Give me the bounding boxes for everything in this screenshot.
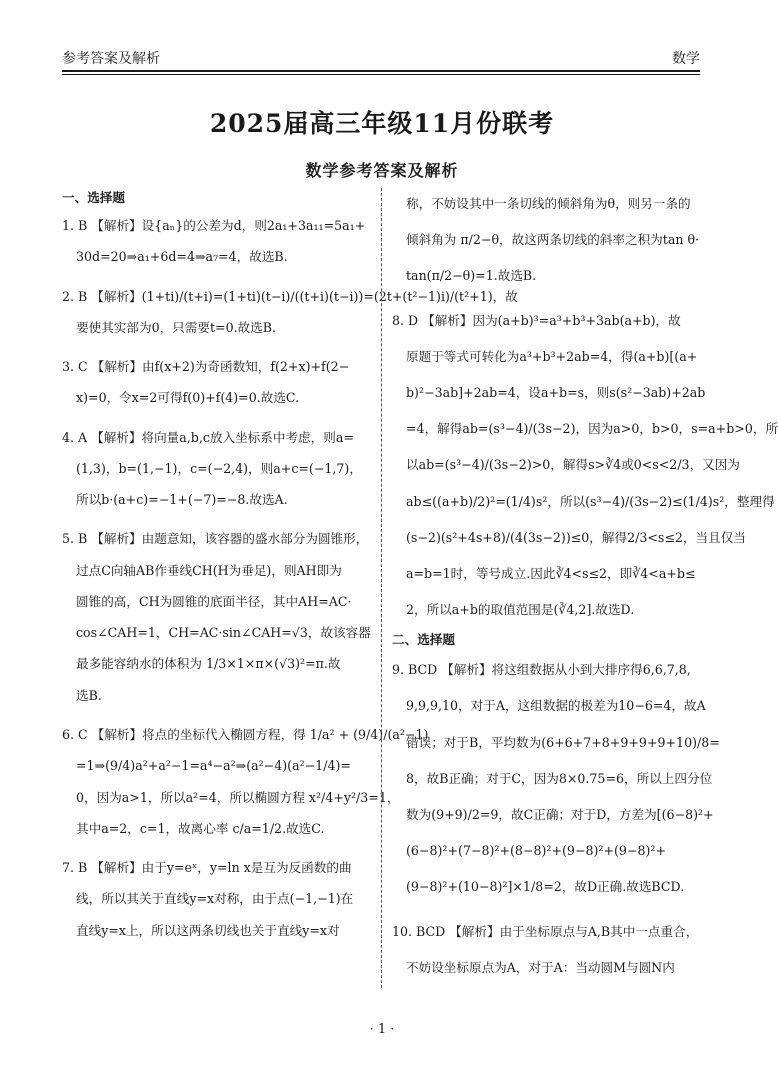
header-right: 数学	[672, 51, 700, 67]
text-line: 不妨设坐标原点为A，对于A：当动圆M与圆N内	[406, 959, 675, 975]
page-subtitle: 数学参考答案及解析	[305, 161, 459, 180]
text-line: 30d=20⇒a₁+6d=4⇒a₇=4，故选B.	[76, 249, 288, 265]
text-line: 所以b·(a+c)=−1+(−7)=−8.故选A.	[76, 492, 288, 508]
text-line: 9,9,9,10，对于A，这组数据的极差为10−6=4，故A	[406, 698, 706, 714]
text-line: 直线y=x上，所以这两条切线也关于直线y=x对	[76, 922, 340, 938]
text-line: 2，所以a+b的取值范围是(∛4,2].故选D.	[406, 602, 635, 618]
question-answer-start: 4. A 【解析】将向量a,b,c放入坐标系中考虑，则a=	[62, 429, 354, 445]
text-line: (1,3)，b=(1,−1)，c=(−2,4)，则a+c=(−1,7)，	[76, 460, 362, 476]
text-line: =1⇒(9/4)a²+a²−1=a⁴−a²⇒(a²−4)(a²−1/4)=	[76, 758, 351, 774]
text-line: 称，不妨设其中一条切线的倾斜角为θ，则另一条的	[406, 196, 691, 211]
text-line: (9−8)²+(10−8)²]×1/8=2，故D正确.故选BCD.	[406, 879, 685, 895]
question-answer-start: 9. BCD 【解析】将这组数据从小到大排序得6,6,7,8,	[392, 662, 691, 678]
text-line: 选B.	[76, 687, 102, 703]
header-rule	[62, 70, 700, 72]
question-answer-start: 8. D 【解析】因为(a+b)³=a³+b³+3ab(a+b)，故	[392, 312, 681, 328]
question-answer-start: 7. B 【解析】由于y=eˣ，y=ln x是互为反函数的曲	[62, 860, 352, 876]
text-line: 以ab=(s³−4)/(3s−2)>0，解得s>∛4或0<s<2/3，又因为	[406, 457, 740, 473]
text-line: 0，因为a>1，所以a²=4，所以椭圆方程 x²/4+y²/3=1，	[76, 789, 400, 805]
text-line: 线，所以其关于直线y=x对称，由于点(−1,−1)在	[76, 891, 354, 907]
page-title: 2025届高三年级11月份联考	[209, 109, 555, 138]
question-answer-start: 5. B 【解析】由题意知，该容器的盛水部分为圆锥形，	[62, 531, 369, 547]
question-answer-start: 3. C 【解析】由f(x+2)为奇函数知，f(2+x)+f(2−	[62, 359, 350, 375]
question-answer-start: 6. C 【解析】将点的坐标代入椭圆方程，得 1/a² + (9/4)/(a²−1)	[62, 726, 429, 742]
header-left: 参考答案及解析	[62, 51, 160, 67]
text-line: 8，故B正确；对于C，因为8×0.75=6，所以上四分位	[406, 770, 713, 786]
question-answer-start: 1. B 【解析】设{aₙ}的公差为d，则2a₁+3a₁₁=5a₁+	[62, 218, 366, 233]
question-answer-start: 10. BCD 【解析】由于坐标原点与A,B其中一点重合，	[392, 923, 699, 939]
text-line: 倾斜角为 π/2−θ，故这两条切线的斜率之积为tan θ·	[406, 232, 700, 248]
text-line: (s−2)(s²+4s+8)/(4(3s−2))≤0，解得2/3<s≤2，当且仅当	[406, 529, 746, 545]
text-line: 原题于等式可转化为a³+b³+2ab=4，得(a+b)[(a+	[406, 348, 698, 364]
text-line: 最多能容纳水的体积为 1/3×1×π×(√3)²=π.故	[76, 656, 341, 672]
text-line: (6−8)²+(7−8)²+(8−8)²+(9−8)²+(9−8)²+	[406, 843, 667, 859]
question-answer-start: 2. B 【解析】(1+ti)/(t+i)=(1+ti)(t−i)/((t+i)(t−i))=(2t+(t²−1)i)/(t²+1)，故	[62, 288, 518, 304]
section-heading: 二、选择题	[392, 632, 455, 648]
text-line: a=b=1时，等号成立.因此∛4<s≤2，即∛4<a+b≤	[406, 565, 696, 581]
column-divider	[381, 188, 382, 988]
text-line: 过点C向轴AB作垂线CH(H为垂足)，则AH即为	[76, 562, 342, 578]
text-line: =4，解得ab=(s³−4)/(3s−2)，因为a>0，b>0，s=a+b>0，所	[406, 421, 778, 437]
page-number: · 1 ·	[369, 1022, 395, 1037]
text-line: x)=0，令x=2可得f(0)+f(4)=0.故选C.	[76, 390, 300, 406]
text-line: 数为(9+9)/2=9，故C正确；对于D，方差为[(6−8)²+	[406, 807, 714, 822]
text-line: cos∠CAH=1，CH=AC·sin∠CAH=√3，故该容器	[76, 625, 371, 641]
header-rule-thin	[62, 74, 700, 75]
text-line: ab≤((a+b)/2)²=(1/4)s²，所以(s³−4)/(3s−2)≤(1/4)s²，整理得	[406, 493, 775, 509]
text-line: 其中a=2，c=1，故离心率 c/a=1/2.故选C.	[76, 820, 325, 836]
text-line: 要使其实部为0，只需要t=0.故选B.	[76, 319, 277, 335]
right-column	[392, 186, 778, 986]
text-line: 错误；对于B，平均数为(6+6+7+8+9+9+9+10)/8=	[406, 734, 720, 750]
section-heading: 一、选择题	[62, 190, 125, 205]
text-line: b)²−3ab]+2ab=4，设a+b=s，则s(s²−3ab)+2ab	[406, 384, 706, 400]
text-line: tan(π/2−θ)=1.故选B.	[406, 268, 537, 284]
text-line: 圆锥的高，CH为圆锥的底面半径，其中AH=AC·	[76, 593, 352, 609]
